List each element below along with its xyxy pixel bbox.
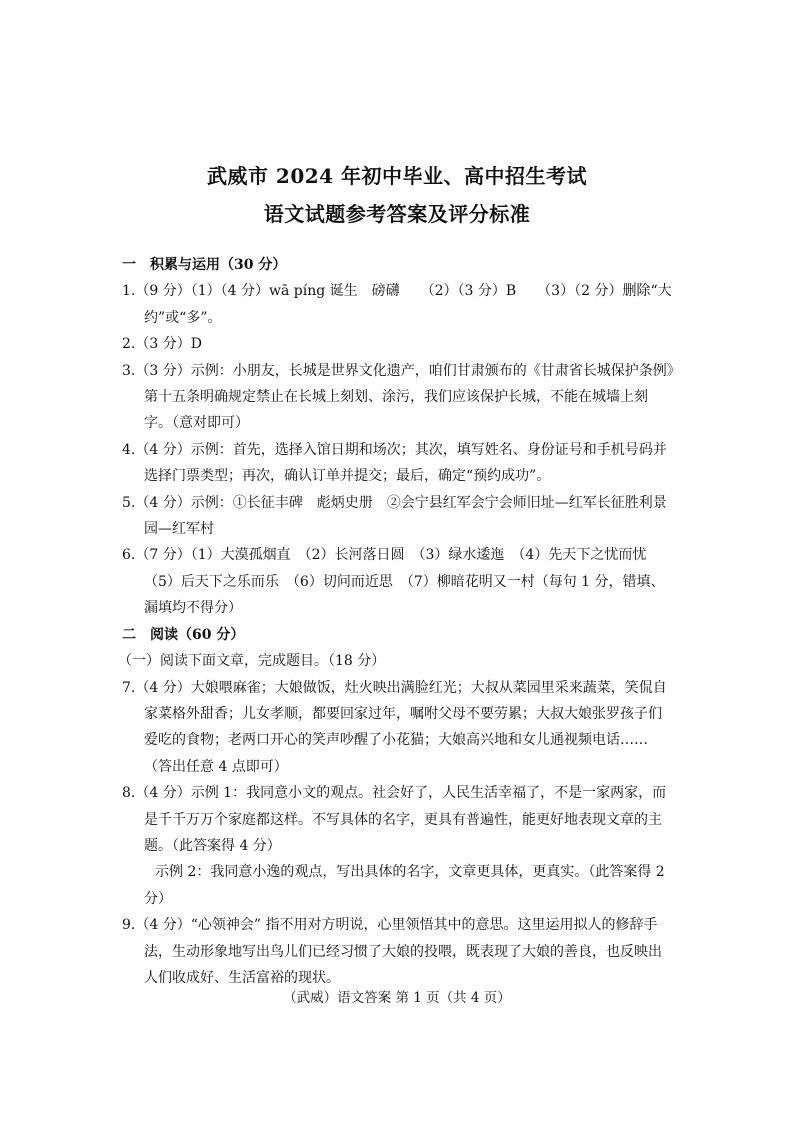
subsection-heading: （一）阅读下面文章，完成题目。（18 分） — [118, 653, 386, 670]
answer-q3: 3.（3 分）示例：小朋友，长城是世界文化遗产，咱们甘肃颁布的《甘肃省长城保护条例》第十五条明确规定禁止在长城上刻划、涂污，我们应该保护长城，不能在城墙上刻字。（意对即可） — [122, 362, 674, 432]
answer-q1: 1.（9 分）（1）（4 分）wā píng 诞生 磅礴 （2）（3 分）B （3）（2 分）删除“大约”或“多”。 — [122, 283, 672, 326]
document-subtitle: 语文试题参考答案及评分标准 — [263, 202, 531, 226]
answer-q4: 4.（4 分）示例：首先，选择入馆日期和场次；其次，填写姓名、身份证号和手机号码并选择门票类型；再次，确认订单并提交；最后，确定“预约成功”。 — [122, 441, 667, 485]
document-title: 武威市 2024 年初中毕业、高中招生考试 — [206, 164, 588, 188]
answer-q6: 6.（7 分）（1）大漠孤烟直 （2）长河落日圆 （3）绿水逶迤 （4）先天下之忧而忧 （5）后天下之乐而乐 （6）切问而近思 （7）柳暗花明又一村（每句 1 分，错填、漏填均不得分） — [122, 547, 665, 617]
section-heading-reading: 二 阅读（60 分） — [122, 626, 245, 643]
answer-q8-example2: 示例 2：我同意小逸的观点，写出具体的名字，文章更具体，更真实。（此答案得 2 分） — [144, 864, 665, 907]
section-heading-accumulation: 一 积累与运用（30 分） — [122, 257, 287, 273]
page-footer: （武威）语文答案 第 1 页（共 4 页） — [283, 990, 511, 1006]
answer-q8-example1: 8.（4 分）示例 1：我同意小文的观点。社会好了，人民生活幸福了，不是一家两家，而是千千万万个家庭都这样。不写具体的名字，更具有普遍性，能更好地表现文章的主题。（此答案得 4 分） — [122, 785, 667, 854]
answer-body — [118, 252, 674, 991]
answer-q7: 7.（4 分）大娘喂麻雀；大娘做饭，灶火映出满脸红光；大叔从菜园里采来蔬菜，笑侃自家菜格外甜香；儿女孝顺，都要回家过年，嘱咐父母不要劳累；大叔大娘张罗孩子们爱吃的食物；老两口开心的笑声吵醒了小花猫；大娘高兴地和女儿通视频电话……（答出任意 4 点即可） — [122, 679, 667, 775]
answer-q2: 2.（3 分）D — [122, 336, 202, 353]
answer-q9: 9.（4 分）“心领神会” 指不用对方明说，心里领悟其中的意思。这里运用拟人的修辞手法，生动形象地写出鸟儿们已经习惯了大娘的投喂，既表现了大娘的善良，也反映出人们收成好、生活富裕的现状。 — [122, 917, 662, 986]
answer-q5: 5.（4 分）示例：①长征丰碑 彪炳史册 ②会宁县红军会宁会师旧址—红军长征胜利景园—红军村 — [122, 494, 667, 538]
